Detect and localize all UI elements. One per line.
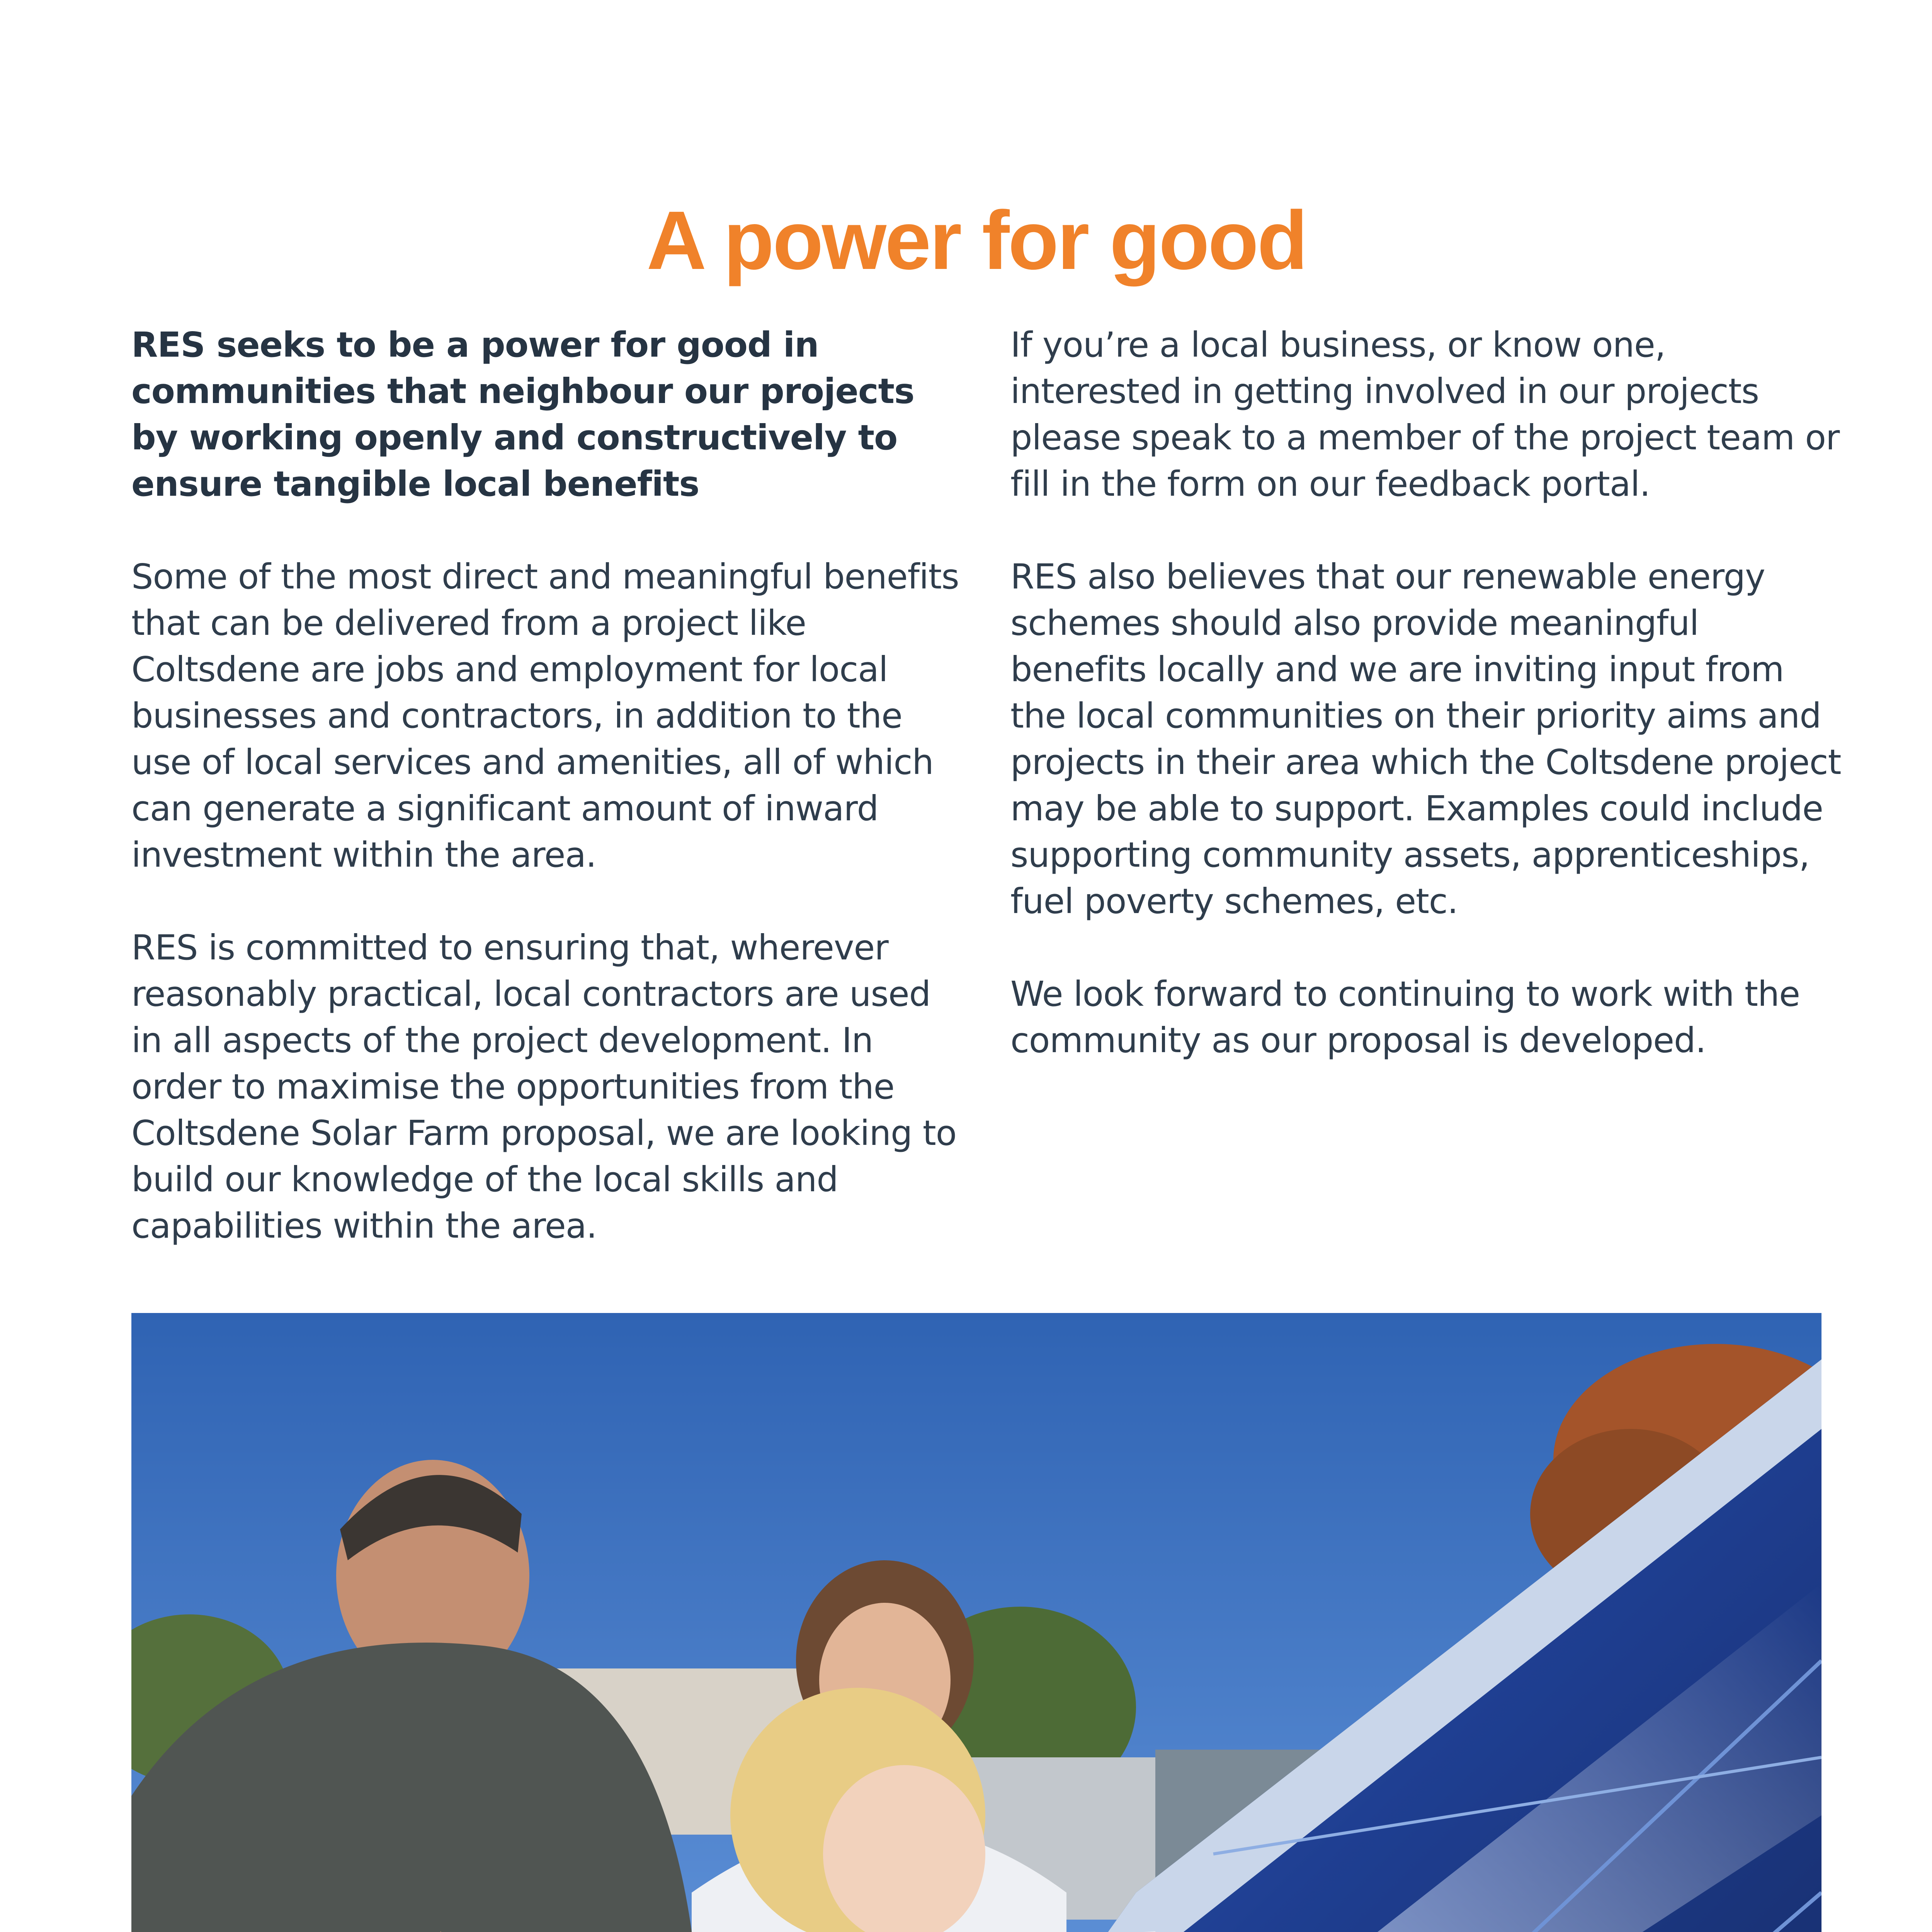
benefits-paragraph: Some of the most direct and meaningful benefits that can be delivered from a project like Coltsdene are jobs and employment for local businesses and contractors, in addition to the use of local services and amenities, all of which can generate a significant amount of inward investment within the area. [131,556,959,875]
lead-paragraph: RES seeks to be a power for good in communities that neighbour our projects by working openly and constructively to ensure tangible local benefits [131,325,915,504]
closing-paragraph: We look forward to continuing to work with the community as our proposal is developed. [1010,974,1800,1060]
right-text-column [1010,321,1841,1110]
left-text-column [131,321,962,1295]
page-title: A power for good [646,194,1306,287]
local-business-paragraph: If you’re a local business, or know one, interested in getting involved in our projects please speak to a member of the project team or fill in the form on our feedback portal. [1010,325,1840,504]
community-benefits-paragraph: RES also believes that our renewable energy schemes should also provide meaningful benefits locally and we are inviting input from the local communities on their priority aims and projects in their area which the Coltsdene project may be able to support. Examples could include supporting community assets, apprenticeships, fuel poverty schemes, etc. [1010,556,1841,921]
local-contractors-paragraph: RES is committed to ensuring that, wherever reasonably practical, local contractors are used in all aspects of the project development. In order to maximise the opportunities from the Coltsdene Solar Farm proposal, we are looking to build our knowledge of the local skills and capabilities within the area. [131,927,957,1246]
photo-illustration [131,1313,1821,1932]
family-solar-panel-photo [131,1313,1821,1932]
